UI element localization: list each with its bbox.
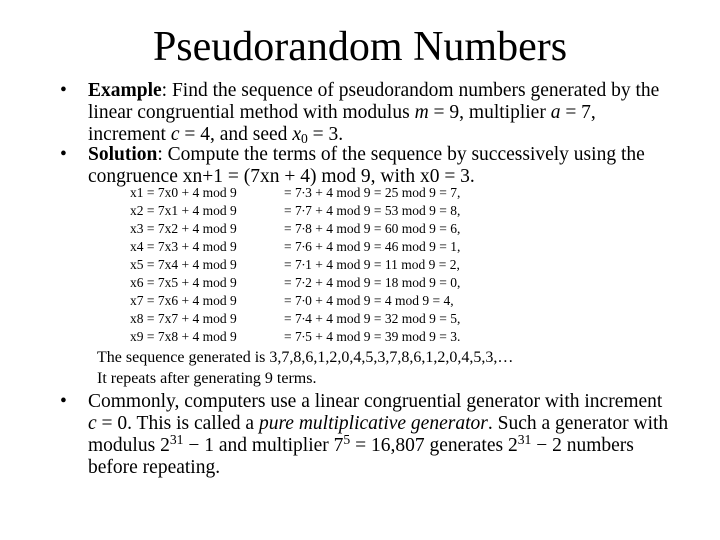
solution-label: Solution: [88, 144, 158, 165]
example-text-part: = 7, increment: [88, 102, 596, 145]
bullet-marker: •: [60, 80, 67, 101]
example-text-part: = 3.: [307, 124, 344, 145]
row-rhs: = 7∙8 + 4 mod 9 = 60 mod 9 = 6,: [284, 221, 461, 236]
computation-row: [130, 184, 530, 202]
row-rhs: = 7∙7 + 4 mod 9 = 53 mod 9 = 8,: [284, 203, 461, 218]
commonly-text-part: − 2 numbers before repeating.: [88, 435, 634, 478]
example-bullet: [60, 80, 670, 146]
row-rhs: = 7∙6 + 4 mod 9 = 46 mod 9 = 1,: [284, 239, 461, 254]
example-text: [88, 80, 670, 146]
commonly-text: [88, 391, 670, 479]
example-label: Example: [88, 80, 162, 101]
row-lhs: x9 = 7x8 + 4 mod 9: [130, 329, 237, 344]
row-lhs: x7 = 7x6 + 4 mod 9: [130, 293, 237, 308]
row-lhs: x6 = 7x5 + 4 mod 9: [130, 275, 237, 290]
seed-subscript: 0: [300, 131, 308, 146]
row-lhs: x4 = 7x3 + 4 mod 9: [130, 239, 237, 254]
commonly-text-part: Commonly, computers use a linear congruential generator with increment: [88, 391, 663, 412]
commonly-text-part: − 1 and multiplier: [183, 435, 334, 456]
computation-row: [130, 202, 530, 220]
row-lhs: x2 = 7x1 + 4 mod 9: [130, 203, 237, 218]
computation-row: [130, 238, 530, 256]
increment-var: c: [88, 413, 97, 434]
example-text-part: = 9, multiplier: [428, 102, 551, 123]
bullet-marker: •: [60, 144, 67, 165]
row-lhs: x8 = 7x7 + 4 mod 9: [130, 311, 237, 326]
computation-row: [130, 328, 530, 346]
generated-exponent: 31: [517, 432, 532, 447]
sequence-line: The sequence generated is 3,7,8,6,1,2,0,4,5,3,7,8,6,1,2,0,4,5,3,…: [97, 349, 514, 366]
row-lhs: x3 = 7x2 + 4 mod 9: [130, 221, 237, 236]
seed-var: x: [292, 124, 301, 145]
computation-row: [130, 310, 530, 328]
multiplier-base: 7: [333, 435, 344, 456]
increment-var: c: [170, 124, 180, 145]
multiplier-var: a: [550, 102, 561, 123]
computation-row: [130, 274, 530, 292]
multiplier-exponent: 5: [343, 432, 351, 447]
pure-multiplicative-term: pure multiplicative generator: [258, 413, 488, 434]
solution-text: [88, 144, 670, 188]
commonly-bullet: [60, 391, 670, 479]
solution-text-part: : Compute the terms of the sequence by successively using the congruence: [88, 144, 645, 187]
computation-row: [130, 292, 530, 310]
slide-title: Pseudorandom Numbers: [152, 24, 568, 70]
solution-bullet: [60, 144, 670, 188]
generated-base: 2: [507, 435, 518, 456]
computation-rows: [130, 184, 530, 346]
commonly-text-part: = 0. This is called a: [96, 413, 259, 434]
computation-row: [130, 256, 530, 274]
computation-row: [130, 220, 530, 238]
example-text-part: = 4, and seed: [179, 124, 293, 145]
row-lhs: x5 = 7x4 + 4 mod 9: [130, 257, 237, 272]
modulus-exponent: 31: [169, 432, 184, 447]
row-lhs: x1 = 7x0 + 4 mod 9: [130, 185, 237, 200]
modulus-var: m: [414, 102, 429, 123]
repeat-line: It repeats after generating 9 terms.: [97, 370, 317, 387]
bullet-marker: •: [60, 391, 67, 412]
row-rhs: = 7∙0 + 4 mod 9 = 4 mod 9 = 4,: [284, 293, 454, 308]
row-rhs: = 7∙2 + 4 mod 9 = 18 mod 9 = 0,: [284, 275, 461, 290]
commonly-text-part: . Such a generator with modulus: [88, 413, 669, 456]
modulus-base: 2: [160, 435, 170, 456]
row-rhs: = 7∙5 + 4 mod 9 = 39 mod 9 = 3.: [284, 329, 461, 344]
row-rhs: = 7∙1 + 4 mod 9 = 11 mod 9 = 2,: [284, 257, 460, 272]
row-rhs: = 7∙4 + 4 mod 9 = 32 mod 9 = 5,: [284, 311, 461, 326]
example-text-part: : Find the sequence of pseudorandom numbers generated by the linear congruential method with modulus: [88, 80, 660, 123]
congruence-formula: xn+1 = (7xn + 4) mod 9, with x0 = 3.: [182, 166, 475, 187]
row-rhs: = 7∙3 + 4 mod 9 = 25 mod 9 = 7,: [284, 185, 461, 200]
commonly-text-part: = 16,807 generates: [350, 435, 508, 456]
